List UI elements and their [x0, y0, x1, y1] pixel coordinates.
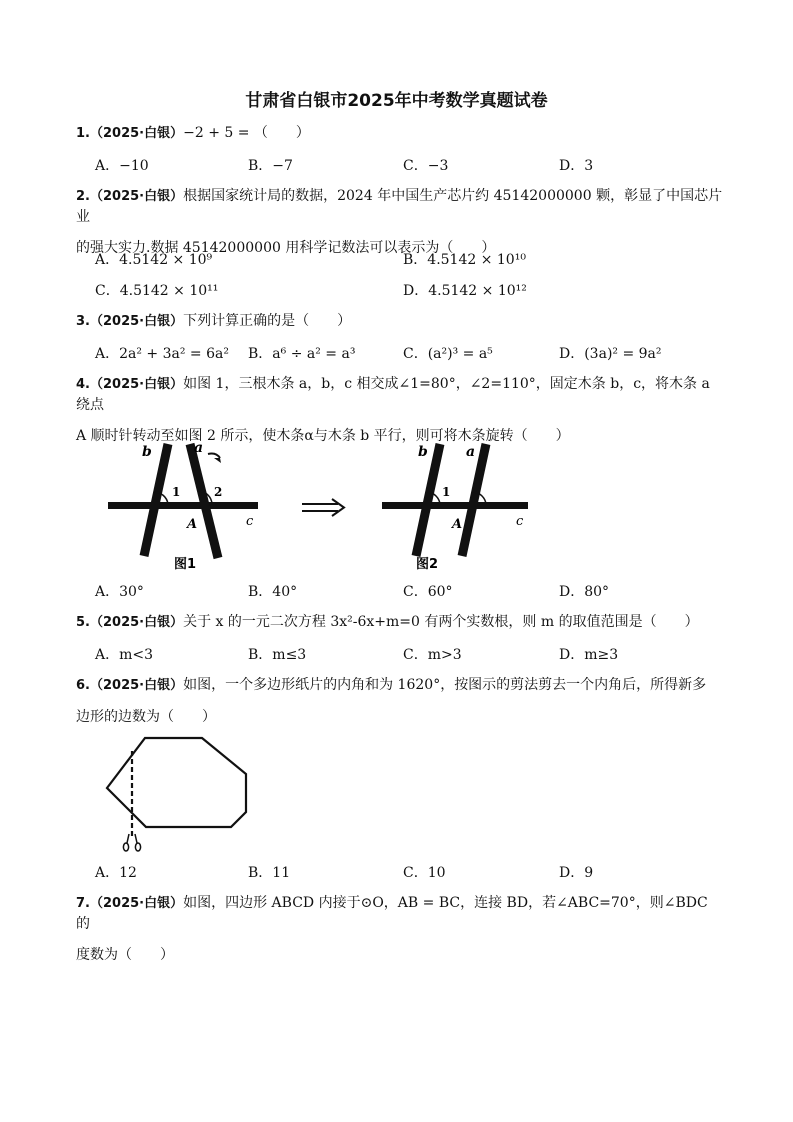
- label-A: A: [187, 517, 198, 532]
- label-A: A: [452, 517, 463, 532]
- label-1: 1: [172, 485, 181, 499]
- label-2: 2: [214, 485, 223, 499]
- polygon-figure: [98, 732, 270, 854]
- polygon-shape: [107, 738, 246, 827]
- option-d: D．4.5142 × 10¹²: [403, 283, 527, 299]
- page-title: 甘肃省白银市2025年中考数学真题试卷: [245, 91, 548, 111]
- label-b: b: [418, 444, 428, 460]
- question-source: （2025·白银）: [89, 896, 184, 911]
- option-c: C．m>3: [403, 647, 462, 663]
- stick-a: [462, 444, 486, 556]
- question-number: 5.: [76, 615, 90, 630]
- question-text-line2: 度数为（ ）: [76, 947, 174, 963]
- question-text-line1: 根据国家统计局的数据，2024 年中国生产芯片约 45142000000 颗，彰显了中国芯片业: [76, 188, 723, 225]
- options-2a: [95, 249, 735, 269]
- stick-a: [190, 444, 218, 558]
- option-a: A．4.5142 × 10⁹: [95, 252, 213, 268]
- option-d: D．3: [559, 158, 594, 174]
- label-1: 1: [442, 485, 451, 499]
- option-a: A．2a² + 3a² = 6a²: [95, 346, 229, 362]
- question-source: （2025·白银）: [89, 377, 184, 392]
- question-number: 6.: [76, 678, 90, 693]
- option-a: A．30°: [95, 584, 144, 600]
- options-5: [95, 644, 735, 664]
- question-7: [76, 893, 726, 965]
- question-1: [76, 123, 726, 144]
- question-text-line1: 如图，四边形 ABCD 内接于⊙O，AB = BC，连接 BD，若∠ABC=70°，则∠BDC 的: [76, 895, 708, 932]
- label-c: c: [246, 514, 254, 529]
- rotation-arrowhead: [214, 458, 221, 463]
- question-text-line2: 的强大实力.数据 45142000000 用科学记数法可以表示为（ ）: [76, 240, 496, 256]
- question-source: （2025·白银）: [89, 615, 184, 630]
- question-text: −2 + 5 = （ ）: [183, 125, 310, 141]
- question-text: 下列计算正确的是（ ）: [183, 313, 352, 329]
- stick-c: [382, 502, 528, 509]
- option-d: D．9: [559, 865, 594, 881]
- stick-b: [416, 444, 440, 556]
- question-number: 7.: [76, 896, 90, 911]
- question-number: 3.: [76, 314, 90, 329]
- figure-1: [100, 436, 275, 576]
- option-a: A．−10: [95, 158, 149, 174]
- question-source: （2025·白银）: [89, 126, 184, 141]
- option-c: C．−3: [403, 158, 449, 174]
- stick-b: [144, 444, 168, 556]
- scissors-icon: [123, 834, 140, 851]
- question-6: [76, 675, 726, 727]
- question-source: （2025·白银）: [89, 189, 184, 204]
- option-b: B．−7: [248, 158, 293, 174]
- label-a: a: [466, 444, 476, 460]
- caption-fig2: 图2: [416, 557, 439, 572]
- label-a: a: [194, 440, 204, 456]
- label-b: b: [142, 444, 152, 460]
- option-b: B．m≤3: [248, 647, 307, 663]
- options-2b: [95, 280, 735, 300]
- option-c: C．(a²)³ = a⁵: [403, 346, 493, 362]
- option-c: C．4.5142 × 10¹¹: [95, 283, 219, 299]
- figure-2: [378, 436, 538, 576]
- question-2: [76, 186, 726, 258]
- option-d: D．(3a)² = 9a²: [559, 346, 662, 362]
- question-text-line2: A 顺时针转动至如图 2 所示，使木条α与木条 b 平行，则可将木条旋转（ ）: [76, 428, 570, 444]
- stick-c: [108, 502, 258, 509]
- transition-arrow-icon: [300, 498, 350, 518]
- question-text-line1: 如图 1，三根木条 a，b，c 相交成∠1=80°，∠2=110°，固定木条 b，c，将木条 a 绕点: [76, 376, 710, 413]
- question-source: （2025·白银）: [89, 314, 184, 329]
- option-b: B．40°: [248, 584, 298, 600]
- question-text: 关于 x 的一元二次方程 3x²-6x+m=0 有两个实数根，则 m 的取值范围是（ ）: [183, 614, 699, 630]
- option-b: B．11: [248, 865, 291, 881]
- question-5: [76, 612, 726, 633]
- label-c: c: [516, 514, 524, 529]
- rotation-arrow: [208, 454, 220, 459]
- options-6: [95, 862, 735, 882]
- options-1: [95, 155, 735, 175]
- option-d: D．80°: [559, 584, 610, 600]
- question-number: 4.: [76, 377, 90, 392]
- question-number: 1.: [76, 126, 90, 141]
- option-a: A．12: [95, 865, 137, 881]
- option-a: A．m<3: [95, 647, 154, 663]
- option-c: C．60°: [403, 584, 453, 600]
- question-text-line2: 边形的边数为（ ）: [76, 709, 216, 725]
- option-b: B．a⁶ ÷ a² = a³: [248, 346, 356, 362]
- option-c: C．10: [403, 865, 446, 881]
- options-3: [95, 343, 735, 363]
- option-b: B．4.5142 × 10¹⁰: [403, 252, 526, 268]
- question-number: 2.: [76, 189, 90, 204]
- caption-fig1: 图1: [174, 557, 197, 572]
- question-3: [76, 311, 726, 332]
- options-4: [95, 581, 735, 601]
- question-source: （2025·白银）: [89, 678, 184, 693]
- option-d: D．m≥3: [559, 647, 619, 663]
- question-text-line1: 如图，一个多边形纸片的内角和为 1620°，按图示的剪法剪去一个内角后，所得新多: [183, 677, 707, 693]
